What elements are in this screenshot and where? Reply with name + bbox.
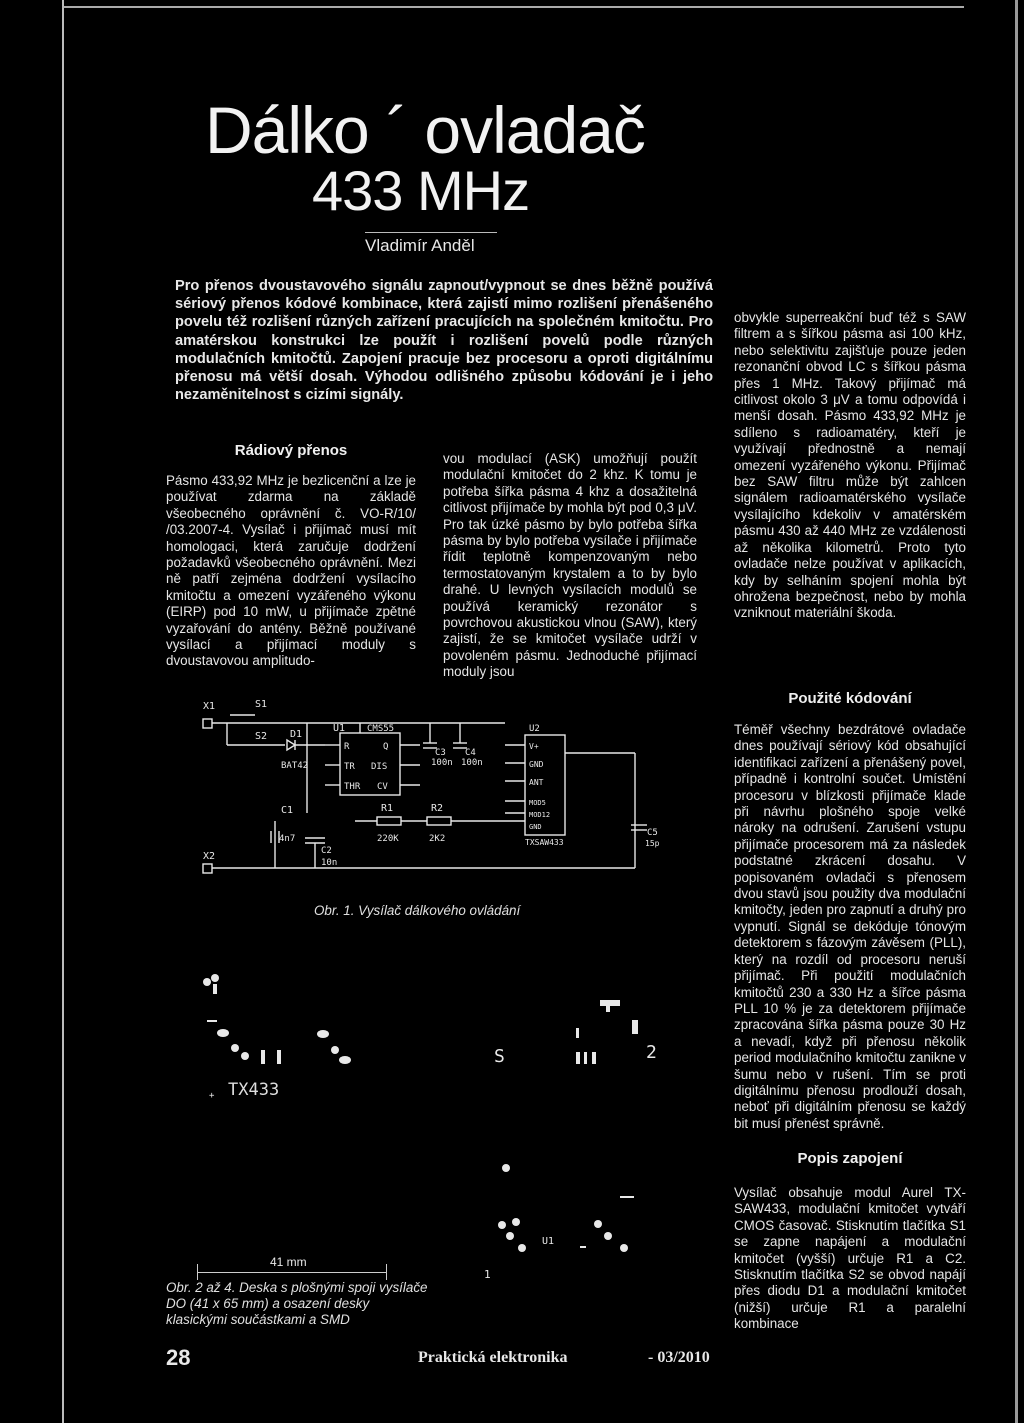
right-border-line: [1015, 0, 1018, 1423]
sch-u1: U1: [333, 723, 346, 734]
pcb-layout-left: [195, 970, 395, 1110]
article-title-line1: Dálko ´ ovladač: [205, 93, 645, 167]
sch-c1: C1: [281, 805, 294, 816]
heading-coding: Použité kódování: [788, 690, 912, 707]
sch-pin-thr: THR: [344, 782, 361, 792]
sch-u1-type: CMS55: [367, 724, 395, 734]
sch-s2: S2: [255, 731, 268, 742]
sch-u2-gnd2: GND: [529, 823, 542, 831]
page-number: 28: [166, 1345, 191, 1370]
pcb-label: TX433: [228, 1080, 280, 1100]
magazine-issue: - 03/2010: [648, 1349, 710, 1366]
ruler-tick-left: [197, 1264, 198, 1280]
sch-d1: D1: [290, 729, 303, 740]
pcb-s-mark: S: [494, 1046, 505, 1067]
lead-paragraph: Pro přenos dvoustavového signálu zapnout/vypnout se dnes běžně používá sériový přenos kódové kombinace, která zajistí mimo rozlišení přenášeného povelu též rozlišení různých zařízení pracujících na společném kmitočtu. Pro amatérskou konstrukci lze použít i rozlišení povelů podle různých modulačních kmitočtů. Zapojení pracuje bez procesoru a oproti digitálnímu přenosu má větší dosah. Výhodou odlišného způsobu kódování je i jeho nezaměnitelnost s cizími signály.: [175, 278, 713, 404]
sch-u2-mod12: MOD12: [529, 811, 551, 819]
column2-text: vou modulací (ASK) umožňují použít modulační kmitočet do 2 khz. K tomu je potřeba šířka pásma 4 khz a dosažitelná citlivost přijímače by mohla být pod 0,3 μV. Pro tak úzké pásmo by bylo potřeba šířka pásma by bylo potřeba vysílače i přijímače řídit teplotně kompenzovaným nebo termostatovaným krystalem a to by bylo drahé. U levných vysílacích modulů se používá keramický rezonátor s povrchovou akustickou vlnou (SAW), který zajistí, že se kmitočet vysílače udrží v povoleném pásmu. Jednoduché přijímací moduly jsou: [443, 451, 697, 680]
sch-r2: R2: [431, 803, 444, 814]
sch-pin-cv: CV: [377, 782, 388, 792]
author: Vladimír Anděl: [365, 236, 475, 255]
sch-pin-r: R: [344, 742, 350, 752]
sch-r2-value: 2K2: [429, 834, 446, 844]
column3-text-c: Vysílač obsahuje modul Aurel TX-SAW433, modulační kmitočet vytváří CMOS časovač. Stisknutím tlačítka S1 se zapne napájení a modulační kmitočet (vyšší) určuje R1 a C2. Stisknutím tlačítka S2 se obvod napájí přes diodu D1 a modulační kmitočet (nižší) určuje R1 a paralelní kombinace: [734, 1185, 966, 1332]
sch-pin-q: Q: [383, 742, 389, 752]
sch-x1: X1: [203, 701, 216, 712]
pcb-2-mark: 2: [646, 1042, 657, 1063]
sch-u2-ant: ANT: [529, 778, 544, 787]
ruler-label: 41 mm: [270, 1255, 307, 1269]
sch-c5-value: 15p: [645, 839, 660, 848]
sch-u2-type: TXSAW433: [525, 838, 564, 847]
figure2-caption: Obr. 2 až 4. Deska s plošnými spoji vysílače DO (41 x 65 mm) a osazení desky klasickými součástkami a SMD: [166, 1280, 428, 1327]
sch-c3: C3: [435, 748, 446, 758]
article-title-line2: 433 MHz: [312, 159, 530, 222]
sch-c1-value: 4n7: [279, 834, 296, 844]
sch-u2-vplus: V+: [529, 742, 539, 751]
schematic-diagram: [195, 693, 665, 893]
sch-c5: C5: [647, 828, 658, 838]
sch-c4: C4: [465, 748, 476, 758]
pcb-layout-right: [480, 1000, 690, 1290]
magazine-name: Praktická elektronika: [418, 1349, 568, 1366]
sch-bat: BAT42: [281, 761, 309, 771]
sch-c3-value: 100n: [431, 758, 453, 768]
sch-c2: C2: [321, 846, 332, 856]
sch-c4-value: 100n: [461, 758, 483, 768]
pcb-1-mark: 1: [484, 1268, 491, 1281]
sch-u2-mod5: MOD5: [529, 799, 546, 807]
sch-pin-dis: DIS: [371, 762, 388, 772]
pcb-plus-mark: +: [209, 1091, 215, 1101]
column1-text: Pásmo 433,92 MHz je bezlicenční a lze je používat zdarma na základě všeobecného oprávnění č. VO-R/10/ /03.2007-4. Vysílač i přijímač musí mít homologaci, která zaručuje dodržení požadavků všeobecného oprávnění. Mezi ně patří zejména dodržení vysílacího kmitočtu a omezení vyzářeného výkonu (EIRP) pod 10 mW, u přijímače zpětné vyzařování do antény. Běžně používané vysílací a přijímací moduly s dvoustavovou amplitudo-: [166, 473, 416, 669]
ruler-tick-right: [386, 1264, 387, 1280]
sch-r1-value: 220K: [377, 834, 399, 844]
heading-radio: Rádiový přenos: [234, 442, 348, 459]
sch-x2: X2: [203, 851, 216, 862]
sch-pin-tr: TR: [344, 762, 355, 772]
heading-description: Popis zapojení: [797, 1150, 903, 1167]
top-border-line: [64, 6, 964, 8]
sch-s1: S1: [255, 699, 268, 710]
column3-text-b: Téměř všechny bezdrátové ovladače dnes používají sériový kód obsahující identifikaci zařízení a přenášený povel, případně i kontrolní součet. Umístění procesoru v blízkosti přijímače klade při návrhu plošného spoje velké nároky na odrušení. Zarušení vstupu přijímače procesorem má za následek podstatné zkrácení dosahu. V popisovaném ovladači s přenosem dvou stavů jsou použity dva modulační kmitočty, jeden pro zapnutí a druhý pro vypnutí. Signál se dekóduje tónovým detektorem s fázovým závěsem (PLL), který na rozdíl od procesoru neruší přijímač. Při použití modulačních kmitočtů 230 a 330 Hz a šířce pásma PLL 10 % je za detektorem přijímače zpracována šířka pásma pouze 30 Hz a nevadí, když při přenosu několik period modulačního kmitočtu zanikne v šumu nebo v rušení. Tím se proti digitálnímu přenosu prodlouží dosah, neboť při digitálním přenosu se každý bit musí přenést správně.: [734, 722, 966, 1131]
sch-r1: R1: [381, 803, 394, 814]
author-rule: [365, 232, 497, 233]
pcb-u1-mark: U1: [542, 1236, 555, 1247]
left-border-line: [62, 0, 64, 1423]
figure1-caption: Obr. 1. Vysílač dálkového ovládání: [314, 903, 521, 918]
sch-u2-gnd: GND: [529, 760, 544, 769]
ruler-line: [197, 1272, 387, 1273]
column3-text-a: obvykle superreakční buď též s SAW filtrem a s šířkou pásma asi 100 kHz, nebo selektivitu zajišťuje pouze jeden rezonanční obvod LC s šířkou pásma přes 1 MHz. Takový přijímač má citlivost okolo 3 μV a tomu odpovídá i menší dosah. Pásmo 433,92 MHz je sdíleno s radioamatéry, kteří je využívají přednostně a nemají omezení vyzářeného výkonu. Přijímač bez SAW filtru může být zahlcen signálem radioamatérského vysílače vysílajícího kdekoliv v amatérském pásmu 430 až 440 MHz ze vzdálenosti až několika kilometrů. Proto tyto ovladače nelze používat v aplikacích, kdy by selháním spojení mohla být ohrožena bezpečnost, nebo by mohla vzniknout materiální škoda.: [734, 310, 966, 621]
sch-c2-value: 10n: [321, 858, 338, 868]
sch-u2: U2: [529, 724, 540, 734]
